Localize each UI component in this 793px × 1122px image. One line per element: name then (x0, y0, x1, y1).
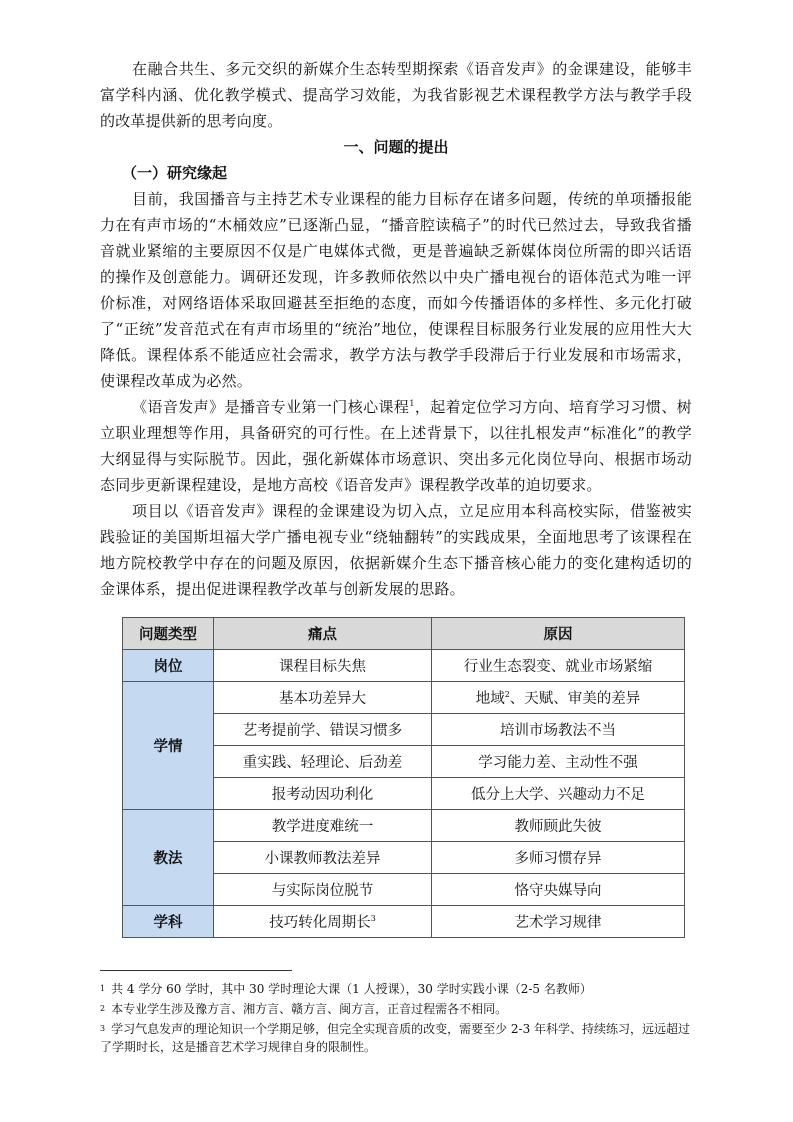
intro-paragraph: 在融合共生、多元交织的新媒介生态转型期探索《语音发声》的金课建设，能够丰富学科内涵、优化教学模式、提高学习效能，为我省影视艺术课程教学方法与教学手段的改革提供新的思考向度。 (100, 60, 692, 130)
body-paragraph-1: 目前，我国播音与主持艺术专业课程的能力目标存在诸多问题，传统的单项播报能力在有声市场的“木桶效应”已逐渐凸显，“播音腔读稿子”的时代已然过去，导致我省播音就业紧缩的主要原因不仅是广电媒体式微，更是普遍缺乏新媒体岗位所需的即兴话语的操作及创意能力。调研还发现，许多教师依然以中央广播电视台的语体范式为唯一评价标准，对网络语体采取回避甚至拒绝的态度，而如今传播语体的多样性、多元化打破了“正统”发音范式在有声市场里的“统治”地位，使课程目标服务行业发展的应用性大大降低。课程体系不能适应社会需求，教学方法与教学手段滞后于行业发展和市场需求，使课程改革成为必然。 (100, 190, 692, 390)
pain-cell: 艺考提前学、错误习惯多 (214, 714, 432, 746)
issues-table (122, 617, 685, 938)
cause-text: 地域 (475, 691, 505, 707)
table-row (123, 650, 685, 682)
header-cause: 原因 (432, 618, 685, 650)
cause-cell: 恪守央媒导向 (432, 874, 685, 906)
section-heading: 一、问题的提出 (343, 138, 449, 156)
header-pain: 痛点 (214, 618, 432, 650)
category-cell: 学情 (123, 682, 214, 810)
pain-cell: 课程目标失焦 (214, 650, 432, 682)
footnote-1 (100, 980, 692, 998)
cause-cell: 多师习惯存异 (432, 842, 685, 874)
footnote-3 (100, 1020, 692, 1056)
footnote-text: 共 4 学分 60 学时，其中 30 学时理论大课（1 人授课），30 学时实践小课（2-5 名教师） (111, 982, 592, 996)
cause-cell (432, 682, 685, 714)
footnote-ref-2: 2 (504, 690, 510, 700)
table-header-row (123, 618, 685, 650)
category-cell: 岗位 (123, 650, 214, 682)
footnote-number: 3 (100, 1024, 106, 1033)
pain-cell: 报考动因功利化 (214, 778, 432, 810)
footnote-text: 学习气息发声的理论知识一个学期足够，但完全实现音质的改变，需要至少 2-3 年科学、持续练习，远远超过了学期时长，这是播音艺术学习规律自身的限制性。 (100, 1022, 691, 1054)
cause-cell: 培训市场教法不当 (432, 714, 685, 746)
cause-text-tail: 、天赋、审美的差异 (509, 691, 641, 707)
pain-cell: 小课教师教法差异 (214, 842, 432, 874)
footnote-ref-3: 3 (370, 914, 376, 924)
para2-text-a: 《语音发声》是播音专业第一门核心课程 (132, 398, 410, 416)
pain-cell (214, 906, 432, 938)
subsection-heading: （一）研究缘起 (122, 164, 228, 182)
pain-cell: 基本功差异大 (214, 682, 432, 714)
table-row (123, 906, 685, 938)
body-paragraph-2 (100, 394, 692, 498)
pain-cell: 重实践、轻理论、后劲差 (214, 746, 432, 778)
category-cell: 学科 (123, 906, 214, 938)
para2-text-b: ，起着定位学习方向、培育学习习惯、树立职业理想等作用，具备研究的可行性。在上述背景下，以往扎根发声“标准化”的教学大纲显得与实际脱节。因此，强化新媒体市场意识、突出多元化岗位导向、根据市场动态同步更新课程建设，是地方高校《语音发声》课程教学改革的迫切要求。 (100, 398, 693, 494)
footnote-number: 1 (100, 984, 106, 993)
cause-cell: 低分上大学、兴趣动力不足 (432, 778, 685, 810)
cause-cell: 艺术学习规律 (432, 906, 685, 938)
cause-cell: 学习能力差、主动性不强 (432, 746, 685, 778)
footnote-ref-1: 1 (409, 399, 415, 408)
cause-cell: 教师顾此失彼 (432, 810, 685, 842)
pain-cell: 与实际岗位脱节 (214, 874, 432, 906)
pain-cell: 教学进度难统一 (214, 810, 432, 842)
footnote-2 (100, 1000, 692, 1018)
footnote-text: 本专业学生涉及豫方言、湘方言、赣方言、闽方言，正音过程需各不相同。 (111, 1002, 508, 1016)
table-row (123, 810, 685, 842)
body-paragraph-3: 项目以《语音发声》课程的金课建设为切入点，立足应用本科高校实际，借鉴被实践验证的美国斯坦福大学广播电视专业“绕轴翻转”的实践成果，全面地思考了该课程在地方院校教学中存在的问题及原因，依据新媒介生态下播音核心能力的变化建构适切的金课体系，提出促进课程教学改革与创新发展的思路。 (100, 502, 692, 598)
category-cell: 教法 (123, 810, 214, 906)
header-category: 问题类型 (123, 618, 214, 650)
footnote-divider (100, 970, 292, 971)
cause-cell: 行业生态裂变、就业市场紧缩 (432, 650, 685, 682)
pain-text: 技巧转化周期长 (269, 915, 371, 931)
table-row (123, 682, 685, 714)
footnote-number: 2 (100, 1004, 106, 1013)
